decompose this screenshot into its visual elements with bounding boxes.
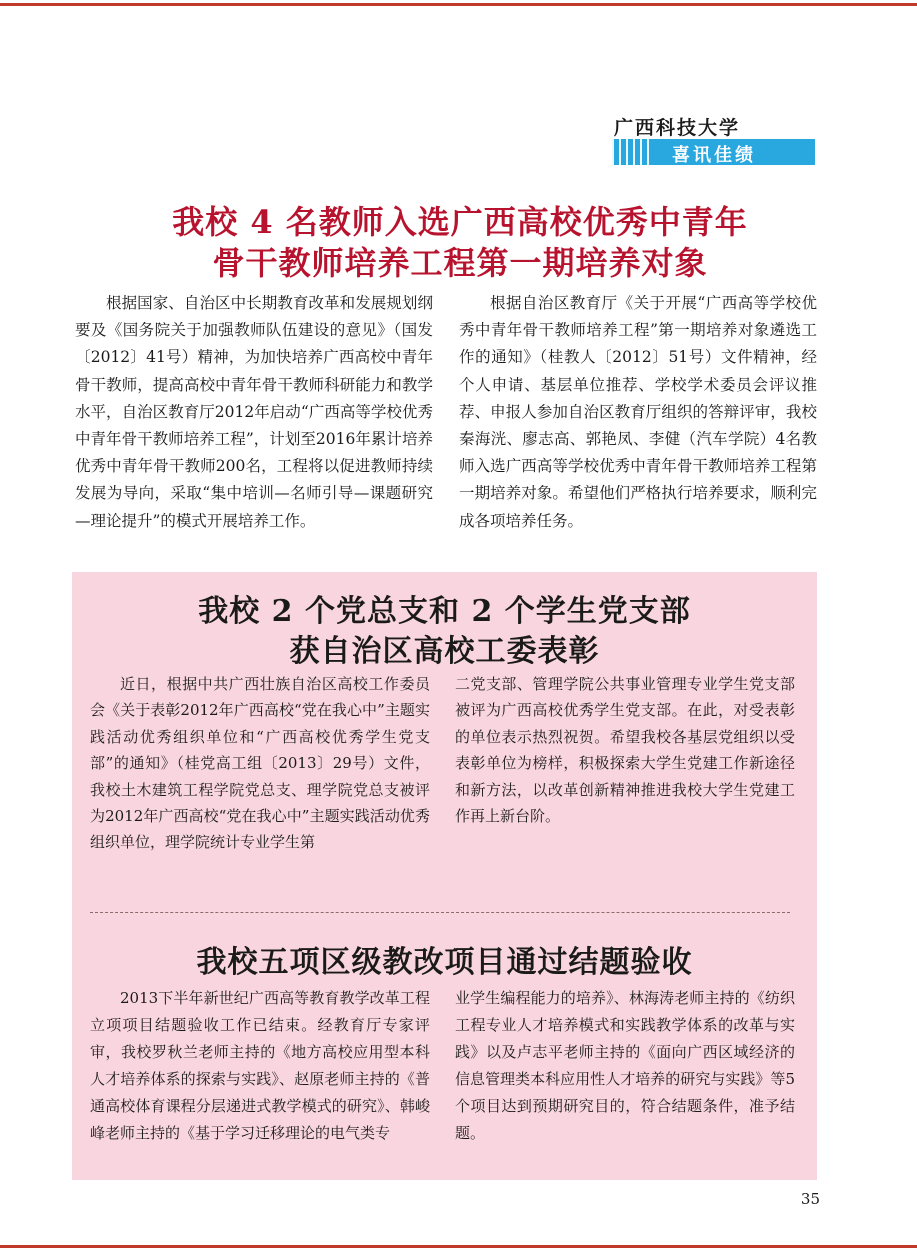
article2-title-line2: 获自治区高校工委表彰 xyxy=(289,634,600,669)
banner-stripes xyxy=(612,139,654,165)
article1-column2: 根据自治区教育厅《关于开展“广西高等学校优秀中青年骨干教师培养工程”第一期培养对象遴选工作的通知》（桂教人〔2012〕51号）文件精神，经个人申请、基层单位推荐、学校学术委员会评议推荐、申报人参加自治区教育厅组织的答辩评审，我校秦海洸、廖志高、郭艳凤、李健（汽车学院）4名教师入选广西高等学校优秀中青年骨干教师培养工程第一期培养对象。希望他们严格执行培养要求，顺利完成各项培养任务。 xyxy=(459,294,817,530)
section-banner xyxy=(612,139,815,165)
header-school-name: 广西科技大学 xyxy=(614,117,741,139)
page-number: 35 xyxy=(800,1190,820,1208)
article3-title: 我校五项区级教改项目通过结题验收 xyxy=(196,945,693,980)
section-label: 喜讯佳绩 xyxy=(672,145,756,166)
article3-column2: 业学生编程能力的培养》、林海涛老师主持的《纺织工程专业人才培养模式和实践教学体系的改革与实践》以及卢志平老师主持的《面向广西区域经济的信息管理类本科应用性人才培养的研究与实践》等5个项目达到预期研究目的，符合结题条件，准予结题。 xyxy=(455,989,795,1142)
article1-column1: 根据国家、自治区中长期教育改革和发展规划纲要及《国务院关于加强教师队伍建设的意见》（国发〔2012〕41号）精神，为加快培养广西高校中青年骨干教师，提高高校中青年骨干教师科研能力和教学水平，自治区教育厅2012年启动“广西高等学校优秀中青年骨干教师培养工程”，计划至2016年累计培养优秀中青年骨干教师200名，工程将以促进教师持续发展为导向，采取“集中培训—名师引导—课题研究—理论提升”的模式开展培养工作。 xyxy=(75,294,433,530)
article1-title-line2: 骨干教师培养工程第一期培养对象 xyxy=(212,244,708,282)
bottom-rule xyxy=(0,1245,917,1248)
article3-column1: 2013下半年新世纪广西高等教育教学改革工程立项项目结题验收工作已结束。经教育厅专家评审，我校罗秋兰老师主持的《地方高校应用型本科人才培养体系的探索与实践》、赵原老师主持的《普通高校体育课程分层递进式教学模式的研究》、韩峻峰老师主持的《基于学习迁移理论的电气类专 xyxy=(90,989,430,1142)
article2-column1: 近日，根据中共广西壮族自治区高校工作委员会《关于表彰2012年广西高校“党在我心中”主题实践活动优秀组织单位和“广西高校优秀学生党支部”的通知》（桂党高工组〔2013〕29号）文件，我校土木建筑工程学院党总支、理学院党总支被评为2012年广西高校“党在我心中”主题实践活动优秀组织单位，理学院统计专业学生第 xyxy=(90,675,430,852)
article1-title-line1: 我校 4 名教师入选广西高校优秀中青年 xyxy=(172,203,748,241)
dashed-divider xyxy=(90,912,790,913)
article2-column2: 二党支部、管理学院公共事业管理专业学生党支部被评为广西高校优秀学生党支部。在此，对受表彰的单位表示热烈祝贺。希望我校各基层党组织以受表彰单位为榜样，积极探索大学生党建工作新途径和新方法，以改革创新精神推进我校大学生党建工作再上新台阶。 xyxy=(455,675,795,826)
top-rule xyxy=(0,3,917,6)
article2-title-line1: 我校 2 个党总支和 2 个学生党支部 xyxy=(198,594,691,629)
